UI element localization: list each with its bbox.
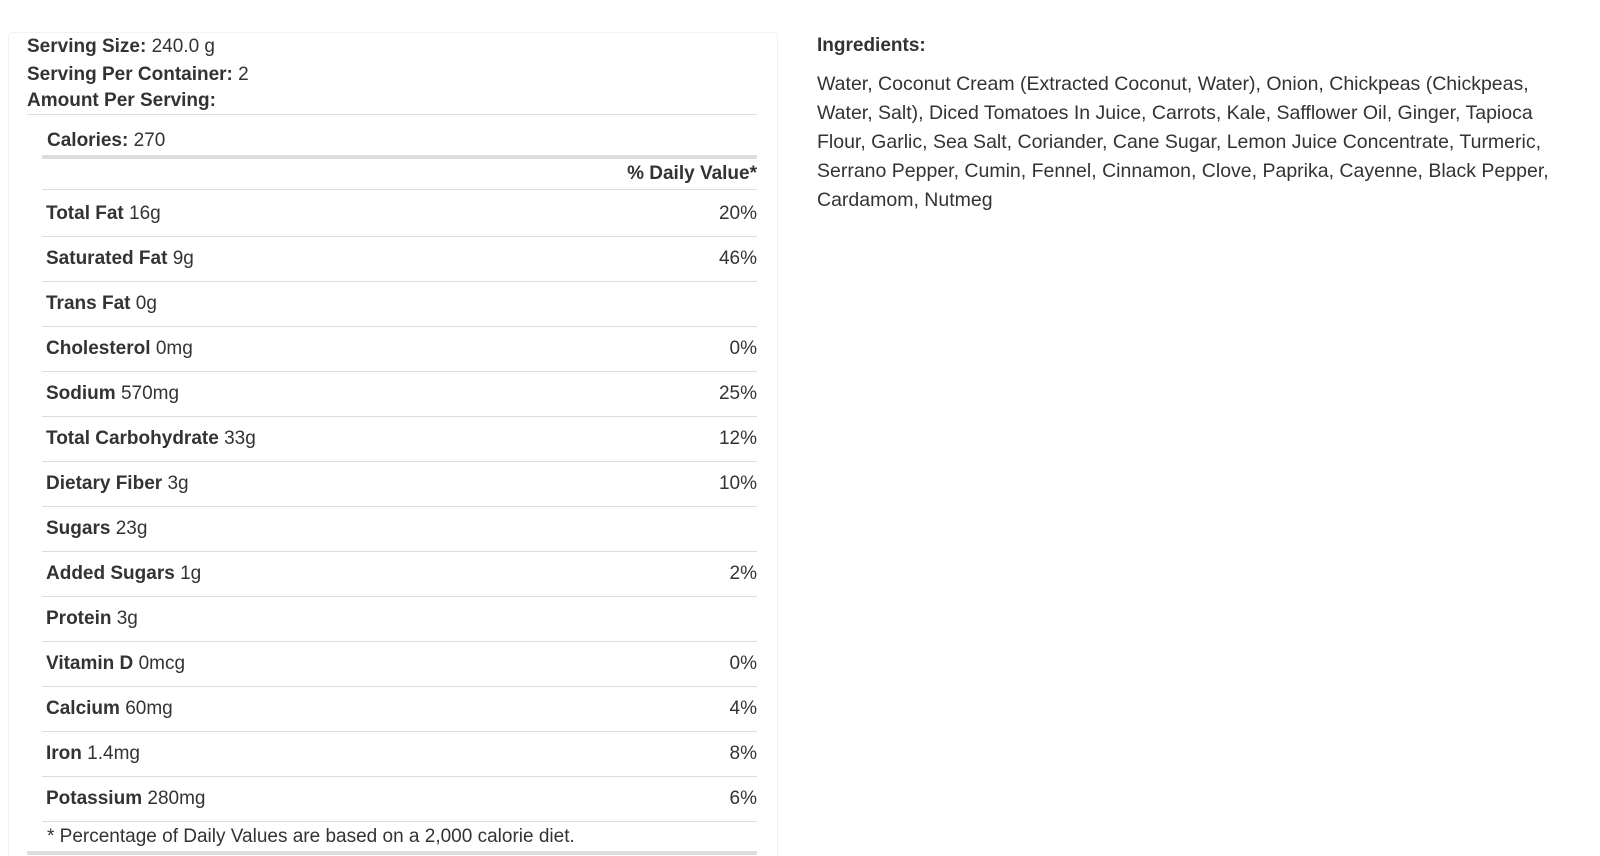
nutrient-row	[42, 327, 757, 372]
nutrient-name: Calcium	[46, 698, 120, 719]
nutrient-row	[42, 417, 757, 462]
nutrient-label	[46, 788, 205, 810]
nutrient-name: Trans Fat	[46, 293, 131, 314]
footnote: * Percentage of Daily Values are based on a 2,000 calorie diet.	[47, 826, 575, 847]
nutrient-row	[42, 732, 757, 777]
nutrient-label	[46, 293, 157, 315]
nutrient-label	[46, 653, 185, 675]
amount-per-serving-label: Amount Per Serving:	[27, 90, 216, 111]
nutrient-label	[46, 743, 140, 765]
nutrient-name: Protein	[46, 608, 112, 629]
nutrient-daily-value: 12%	[718, 428, 757, 449]
divider	[27, 114, 757, 115]
nutrient-amount: 16g	[129, 203, 161, 224]
calories-divider	[42, 155, 757, 159]
nutrient-name: Vitamin D	[46, 653, 134, 674]
nutrient-amount: 3g	[116, 608, 138, 629]
nutrient-label	[46, 518, 147, 540]
nutrient-label	[46, 203, 161, 225]
calories-label: Calories:	[47, 130, 129, 151]
nutrient-name: Dietary Fiber	[46, 473, 163, 494]
nutrient-row	[42, 282, 757, 327]
nutrient-label	[46, 383, 179, 405]
nutrient-daily-value: 25%	[718, 383, 757, 404]
nutrient-daily-value: 0%	[729, 338, 757, 359]
nutrient-amount: 1g	[180, 563, 202, 584]
nutrient-daily-value: 8%	[729, 743, 757, 764]
nutrient-amount: 0g	[135, 293, 157, 314]
nutrient-row	[42, 552, 757, 597]
nutrient-daily-value: 0%	[729, 653, 757, 674]
nutrient-amount: 23g	[115, 518, 148, 539]
nutrient-label	[46, 698, 173, 720]
servings-per-container	[27, 64, 249, 86]
nutrient-name: Total Fat	[46, 203, 124, 224]
nutrient-row	[42, 597, 757, 642]
nutrient-name: Total Carbohydrate	[46, 428, 219, 449]
nutrient-row	[42, 642, 757, 687]
nutrient-amount: 3g	[167, 473, 189, 494]
nutrient-name: Cholesterol	[46, 338, 151, 359]
footer-divider	[27, 851, 757, 855]
nutrient-daily-value: 20%	[718, 203, 757, 224]
nutrient-daily-value: 46%	[718, 248, 757, 269]
nutrient-label	[46, 428, 256, 450]
nutrient-amount: 0mg	[155, 338, 193, 359]
nutrient-daily-value: 6%	[729, 788, 757, 809]
nutrient-row	[42, 237, 757, 282]
nutrient-daily-value: 10%	[718, 473, 757, 494]
nutrient-amount: 60mg	[125, 698, 173, 719]
nutrient-table	[42, 192, 757, 822]
nutrient-amount: 1.4mg	[87, 743, 140, 764]
serving-size	[27, 36, 215, 58]
nutrient-row	[42, 687, 757, 732]
ingredients-title: Ingredients:	[817, 35, 926, 56]
nutrient-row	[42, 507, 757, 552]
ingredients-text: Water, Coconut Cream (Extracted Coconut, Water), Onion, Chickpeas (Chickpeas, Water, Salt), Diced Tomatoes In Juice, Carrots, Kale, Safflower Oil, Ginger, Tapioca Flour, Garlic, Sea Salt, Coriander, Cane Sugar, Lemon Juice Concentrate, Turmeric, Serrano Pepper, Cumin, Fennel, Cinnamon, Clove, Paprika, Cayenne, Black Pepper, Cardamom, Nutmeg	[817, 73, 1549, 211]
nutrient-amount: 280mg	[147, 788, 206, 809]
nutrient-name: Sodium	[46, 383, 116, 404]
nutrient-row	[42, 777, 757, 822]
nutrient-row	[42, 192, 757, 237]
calories	[47, 130, 165, 152]
servings-per-container-label: Serving Per Container:	[27, 64, 233, 85]
nutrient-daily-value: 4%	[729, 698, 757, 719]
header-divider	[42, 189, 757, 190]
nutrient-name: Potassium	[46, 788, 143, 809]
nutrient-label	[46, 338, 193, 360]
nutrient-name: Added Sugars	[46, 563, 175, 584]
nutrient-amount: 570mg	[120, 383, 180, 404]
nutrient-name: Iron	[46, 743, 82, 764]
calories-value: 270	[133, 130, 166, 151]
servings-per-container-value: 2	[238, 64, 249, 85]
nutrient-label	[46, 608, 138, 630]
serving-size-label: Serving Size:	[27, 36, 147, 57]
nutrient-amount: 0mcg	[138, 653, 186, 674]
nutrient-label	[46, 473, 189, 495]
nutrient-label	[46, 563, 201, 585]
serving-size-value: 240.0 g	[151, 36, 216, 57]
nutrient-amount: 33g	[224, 428, 256, 449]
nutrient-row	[42, 372, 757, 417]
nutrient-name: Sugars	[46, 518, 111, 539]
nutrient-row	[42, 462, 757, 507]
nutrient-daily-value: 2%	[729, 563, 757, 584]
amount-per-serving	[27, 90, 216, 112]
daily-value-header: % Daily Value*	[627, 163, 757, 184]
nutrient-name: Saturated Fat	[46, 248, 168, 269]
nutrient-label	[46, 248, 194, 270]
nutrient-amount: 9g	[172, 248, 194, 269]
